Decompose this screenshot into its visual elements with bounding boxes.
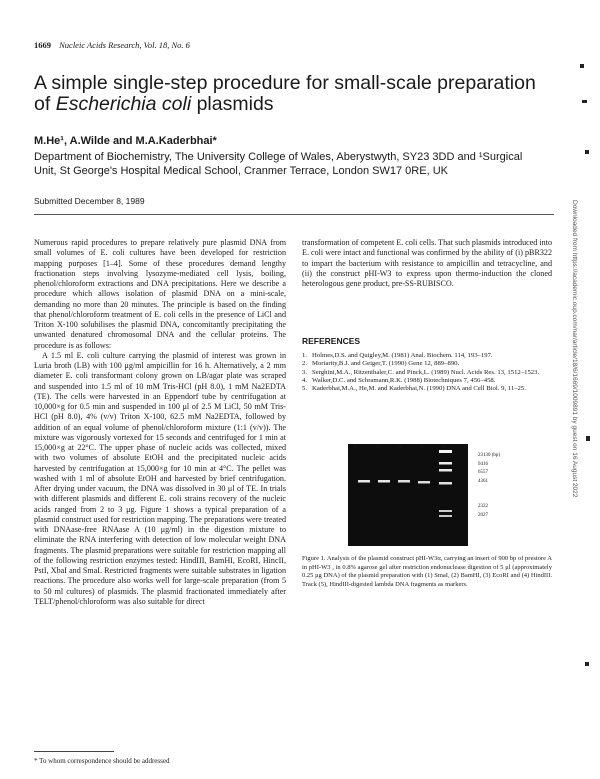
reference-item: 3. Serghini,M.A., Ritzenthaler,C. and Pinck,L. (1989) Nucl. Acids Res. 13, 1512–1523. xyxy=(302,368,540,376)
marker-size: 4361 xyxy=(478,478,488,484)
lane-label: 1 xyxy=(354,444,357,450)
marker-band xyxy=(439,469,452,472)
watermark-text: Downloaded from https://academic.oup.com/nar/article/18/6/1669/1009891 by guest on 16 August 2022 xyxy=(571,200,578,498)
gel-lane-labels xyxy=(354,444,468,450)
title-line-1: A simple single-step procedure for small-scale preparation xyxy=(34,72,536,94)
marker-size: 6557 xyxy=(478,470,488,475)
article-title xyxy=(34,73,544,115)
title-line-2-suffix: plasmids xyxy=(191,93,274,115)
left-column xyxy=(34,238,286,607)
gel-background xyxy=(348,444,468,546)
reference-item: 2. Moriarity,B.J. and Geiger,T. (1990) Gene 12, 889–890. xyxy=(302,360,460,368)
body-paragraph-1: Numerous rapid procedures to prepare relatively pure plasmid DNA from small volumes of E. coli cultures have been developed for restriction mapping purposes [1–4]. Some of these procedures demand lengthy fractionation steps involving lysozyme-mediated cell lysis, boiling, phenol/chloroform extractions and DNA precipitations. Here we describe a procedure which allows isolation of plasmid DNA on a mini-scale, demanding no more than 20 minutes. The principle is based on the finding that phenol/chloroform treatment of E. coli cells in the presence of LiCl and Triton X-100 solubilises the plasmid DNA, concomitantly precipitating the unwanted denatured chromosomal DNA and the cellular proteins. The procedure is as follows: xyxy=(34,238,286,350)
references-heading: REFERENCES xyxy=(302,336,361,346)
body-paragraph-3: transformation of competent E. coli cells. That such plasmids introduced into E. coli were intact and functional was confirmed by the ability of (i) pBR322 to impart the bacterium with resistance to ampicillin and tetracycline, and (ii) the construct pHI-W3 to express upon thermo-induction the cloned heterologous gene product, pre-SS-RUBISCO. xyxy=(302,238,552,288)
reference-list xyxy=(302,352,552,393)
download-watermark xyxy=(568,200,582,740)
marker-band xyxy=(439,462,452,465)
marker-band xyxy=(439,510,452,512)
marker-band xyxy=(439,482,452,485)
reference-item: 4. Walker,D.C. and Schramann,R.K. (1988) Biotechniques 7, 456–458. xyxy=(302,376,496,384)
header-divider xyxy=(34,214,554,215)
marker-size: 2027 xyxy=(478,512,488,518)
scan-speck xyxy=(586,436,590,441)
lane-label: 6 xyxy=(465,444,468,450)
journal-citation: Nucleic Acids Research, Vol. 18, No. 6 xyxy=(59,40,190,50)
body-paragraph-2: A 1.5 ml E. coli culture carrying the plasmid of interest was grown in Luria broth (LB) with 100 μg/ml ampicillin for 16 h. Alternatively, a 2 mm diameter E. coli transformant colony grown on LB/agar plate was scraped and suspended into 1.5 ml of 10 mM Tris-HCl (pH 8.0), 1 mM Na2EDTA (TE). The cells were harvested in an Eppendorf tube by centrifugation at 10,000×g for 0.5 min and suspended in 100 μl of 2.5 M LiCl, 50 mM Tris-HCl (pH 8.0), 4% (v/v) Triton X-100, 62.5 mM Na2EDTA, followed by addition of an equal volume of phenol/chloroform mixture (1:1 (v/v)). The mixture was vigorously vortexed for 15 seconds and centrifuged for 1 min at 15,000×g at 22°C. The upper phase of nucleic acids was collected, mixed with two volumes of absolute EtOH and the precipitated nucleic acids harvested by centrifugation at 15,000×g for 10 min at 4°C. The pellet was washed with 1 ml of absolute EtOH and harvested by brief centrifugation. After drying under vacuum, the DNA was dissolved in 30 μl of TE. In trials with different plasmids and different E. coli strains recovery of the nucleic acids ranged from 2 to 3 μg. Figure 1 shows a typical preparation of a plasmid construct used for restriction mapping. The preparations were treated with DNAase-free RNAase A (10 μg/ml) in the digestion mixture to eliminate the RNA interfering with detection of low molecular weight DNA fragments. The plasmid preparations were suitable for restriction mapping all of the following restriction enzymes tested: HindIII, BamHI, EcoRI, HincII, PstI, XbaI and SmaI. Restricted fragments were suitable substrates in ligation reactions. The procedure also works well for large-scale preparation (from 5 to 50 ml cultures) of plasmids. The plasmid fractionated immediately after TELT/phenol/chloroform was also suitable for direct xyxy=(34,350,286,606)
gel-band xyxy=(378,480,390,483)
lane-label: 2 xyxy=(376,444,380,450)
marker-size: 2322 xyxy=(478,504,488,509)
lane-label: 5 xyxy=(442,444,446,450)
marker-size: 9416 xyxy=(478,461,488,467)
gel-band xyxy=(418,481,430,484)
author-list: M.He¹, A.Wilde and M.A.Kaderbhai* xyxy=(34,135,217,147)
footnote: * To whom correspondence should be addressed xyxy=(34,757,170,765)
gel-band xyxy=(398,480,410,483)
right-column xyxy=(302,238,552,289)
figure-caption: Figure 1. Analysis of the plasmid construct pHI-W3α, carrying an insert of 900 bp of prestore A in pHI-W3 , in 0.8% agarose gel after restriction endonuclease digestion of 5 μl (approximately 0.25 μg DNA) of the plasmid preparation with (1) SmaI, (2) BamHI, (3) EcoRI and (4) HindIII. Track (5), HindIII-digested lambda DNA fragments as markers. xyxy=(302,555,552,588)
reference-item: 5. Kaderbhai,M.A., He,M. and Kaderbhai,N. (1990) DNA and Cell Biol. 9, 11–25. xyxy=(302,385,526,393)
scan-speck xyxy=(580,64,584,68)
marker-band xyxy=(439,515,452,517)
marker-unit: (bp) xyxy=(491,453,501,458)
lane-label: 3 xyxy=(398,444,402,450)
reference-item: 1. Holmes,D.S. and Quigley,M. (1981) Anal. Biochem. 114, 193–197. xyxy=(302,352,493,359)
gel-marker-labels xyxy=(478,452,538,520)
page-number: 1669 xyxy=(34,40,51,50)
title-line-2-prefix: of xyxy=(34,93,56,115)
agarose-gel-image xyxy=(348,444,468,546)
scan-speck xyxy=(585,150,589,154)
scan-speck xyxy=(585,662,589,666)
running-head xyxy=(34,40,190,50)
scan-speck xyxy=(582,100,587,103)
footnote-divider xyxy=(34,751,114,752)
affiliation: Department of Biochemistry, The University College of Wales, Aberystwyth, SY23 3DD and ¹Surgical Unit, St George's Hospital Medical School, Cranmer Terrace, London SW17 0RE, UK xyxy=(34,151,523,177)
marker-size: 23130 xyxy=(478,453,491,458)
title-species: Escherichia coli xyxy=(55,93,192,115)
submission-date: Submitted December 8, 1989 xyxy=(34,196,145,206)
lane-label: 4 xyxy=(420,444,424,450)
marker-band xyxy=(439,450,452,453)
gel-band xyxy=(358,480,370,483)
